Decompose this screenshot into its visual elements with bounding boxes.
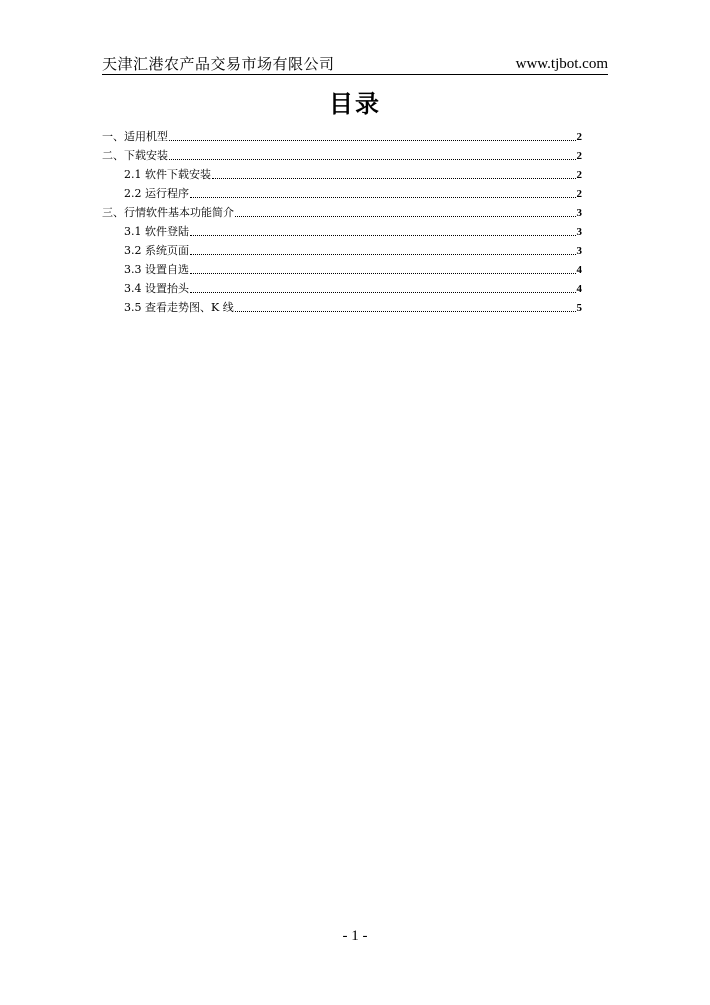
toc-entry-label: 一、适用机型 (102, 130, 168, 143)
toc-entry[interactable] (102, 182, 582, 201)
dot-leader (235, 215, 576, 217)
toc-entry[interactable] (102, 258, 582, 277)
toc-entry[interactable] (102, 277, 582, 296)
toc-entry[interactable] (102, 239, 582, 258)
toc-entry-label: 2.2 运行程序 (124, 187, 189, 200)
company-name: 天津汇港农产品交易市场有限公司 (102, 55, 335, 73)
toc-entry-label: 2.1 软件下载安装 (124, 168, 211, 181)
toc-entry-label: 3.5 查看走势图、K 线 (124, 301, 234, 314)
toc-entry[interactable] (102, 144, 582, 163)
toc-entry-page: 2 (576, 188, 582, 200)
toc-entry-label: 三、行情软件基本功能简介 (102, 206, 234, 219)
toc-entry-label: 3.4 设置抬头 (124, 282, 189, 295)
toc-entry-label: 3.2 系统页面 (124, 244, 189, 257)
toc-entry[interactable] (102, 163, 582, 182)
page-header (102, 52, 608, 75)
toc-entry-label: 3.3 设置自选 (124, 263, 189, 276)
toc-title: 目录 (329, 89, 381, 118)
toc-entry-page: 3 (576, 245, 582, 257)
dot-leader (190, 234, 576, 236)
toc-entry[interactable] (102, 296, 582, 315)
dot-leader (169, 139, 576, 141)
dot-leader (212, 177, 576, 179)
dot-leader (169, 158, 576, 160)
dot-leader (190, 291, 576, 293)
toc-entry-page: 3 (576, 226, 582, 238)
toc-entry[interactable] (102, 201, 582, 220)
toc-entry-page: 2 (576, 169, 582, 181)
toc-entry-page: 5 (576, 302, 582, 314)
dot-leader (235, 310, 576, 312)
table-of-contents (102, 125, 582, 315)
toc-entry-page: 2 (576, 131, 582, 143)
toc-entry-page: 2 (576, 150, 582, 162)
page-number: - 1 - (342, 928, 368, 944)
dot-leader (190, 196, 576, 198)
toc-entry-label: 二、下载安装 (102, 149, 168, 162)
dot-leader (190, 253, 576, 255)
toc-entry-page: 4 (576, 283, 582, 295)
toc-entry-page: 3 (576, 207, 582, 219)
toc-entry-page: 4 (576, 264, 582, 276)
dot-leader (190, 272, 576, 274)
toc-entry[interactable] (102, 220, 582, 239)
toc-entry[interactable] (102, 125, 582, 144)
website-url: www.tjbot.com (515, 56, 608, 72)
toc-entry-label: 3.1 软件登陆 (124, 225, 189, 238)
